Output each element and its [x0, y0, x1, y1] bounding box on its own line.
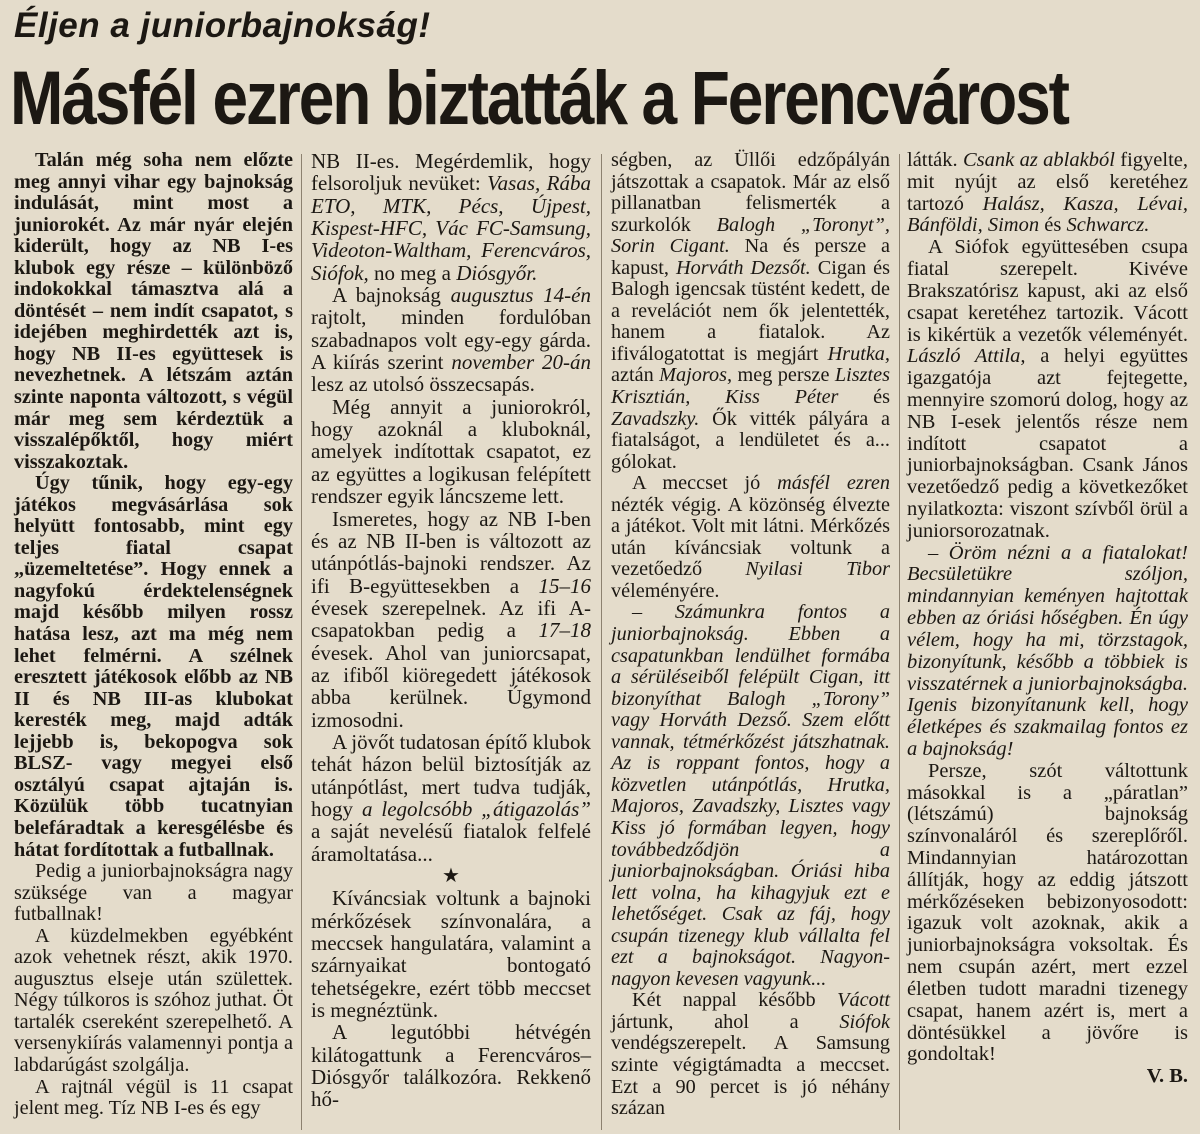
paragraph: [311, 150, 591, 284]
text-run: évesek szerepelnek. Az ifi A-csapatokban pedig a: [311, 595, 591, 643]
paragraph: Pedig a juniorbajnokságra nagy szüksége van a magyar futballnak!: [14, 860, 293, 926]
paragraph: Talán még soha nem előzte meg annyi vihar egy bajnokság indulását, mint most a juniorokét. Az már nyár elején kiderült, hogy az NB I-es klubok egy része – különböző indokokkal támasztva alá a döntését – nem indít csapatot, s idejében meghirdették azt is, hogy NB II-es együttesek is nevezhetnek. A létszám aztán szinte naponta változott, s végül már meg sem kérdeztük a visszalépőktől, hogy miért visszakoztak.: [14, 149, 293, 473]
emphasis: Csank az ablakból: [963, 149, 1115, 171]
text-run: lesz az utolsó összecsapás.: [311, 372, 535, 397]
player-name: Schwarcz.: [1066, 214, 1150, 237]
player-name: Hrutka,: [827, 342, 890, 365]
text-run: A meccset jó: [632, 472, 778, 495]
paragraph: [907, 150, 1188, 237]
player-name: Lisztes Krisztián, Kiss Péter: [611, 364, 891, 409]
kicker: Éljen a juniorbajnokság!: [14, 6, 431, 45]
age-range: 17–18: [538, 618, 591, 643]
author-signature: V. B.: [1146, 1065, 1188, 1088]
text-run: meg persze: [732, 364, 835, 387]
star-separator-icon: ★: [442, 865, 460, 887]
text-run: évesek. Ahol van juniorcsapat, az ifiből kiöregedett játékosok abba kerülnek. Úgymond izmosodni.: [311, 640, 591, 732]
column-rule: [899, 154, 900, 1130]
text-run: NB II-es. Megérdemlik, hogy felsoroljuk nevüket:: [311, 149, 591, 196]
article-column-3: [611, 150, 890, 1120]
person-name: László Attila,: [907, 345, 1026, 368]
paragraph: [311, 284, 591, 396]
paragraph: [611, 990, 890, 1119]
player-name: Majoros,: [659, 364, 733, 387]
emphasis: a legolcsóbb „átigazolás”: [361, 796, 591, 821]
text-run: látták.: [907, 149, 963, 171]
text-run: A Siófok együttesében csupa fiatal szerepelt. Kivéve Brakszatórisz kapust, aki az első csapat keretéhez tartozik. Vácott is kikértük a vezetők véleményét.: [907, 236, 1188, 346]
text-run: véleményére.: [611, 579, 720, 602]
age-range: 15–16: [538, 573, 591, 598]
headline: Másfél ezren biztatták a Ferencvárost: [10, 56, 1068, 141]
paragraph: Persze, szót váltottunk másokkal is a „páratlan” (létszámú) bajnokság színvonaláról és szereplőről. Mindannyian határozottan állítják, hogy az eddig játszott mérkőzéseken bebizonyosodott: igazuk volt azoknak, akik a juniorbajnokságra voksoltak. És nem csupán azért, mert ezzel életben tudott maradni tizenegy csapat, hanem azért is, mert a döntésükkel a jövőre is gondoltak!: [907, 759, 1188, 1066]
paragraph: [311, 508, 591, 731]
club-list: Vasas, Rába ETO, MTK, Pécs, Újpest, Kispest-HFC, Vác FC-Samsung, Videoton-Waltham, Ferencváros, Siófok,: [311, 171, 591, 285]
paragraph: Úgy tűnik, hogy egy-egy játékos megvásárlása sok helyütt fontosabb, mint egy teljes fiatal csapat „üzemeltetése”. Hogy ennek a nagyfokú érdektelenségnek majd később milyen rossz hatása lesz, azt ma még nem lehet felmérni. A szélnek eresztett játékosok előbb az NB II és NB III-as klubokat keresték meg, majd adták lejjebb is, bekopogva sok BLSZ- vagy megyei első osztályú csapat ajtaján is. Közülük több tucatnyian belefáradtak a keresgélésbe és hátat fordítottak a futballnak.: [14, 472, 293, 861]
text-run: figyelte, mit nyújt az első keretéhez tartozó: [907, 149, 1188, 215]
paragraph: A küzdelmekben egyébként azok vehetnek részt, akik 1970. augusztus elseje után születtek. Négy túlkoros is szóhoz juthat. Öt tartalék csereként szerepelhető. A versenykiírás valamennyi pontja a labdarúgást szolgálja.: [14, 924, 293, 1076]
text-run: a saját nevelésű fiatalok felfelé áramoltatása...: [311, 819, 591, 866]
text-run: nézték végig. A közönség élvezte a játékot. Volt mit látni. Mérkőzés után kíváncsiak voltunk a vezetőedző: [611, 493, 890, 581]
emphasis: másfél ezren: [777, 472, 891, 495]
text-run: jártunk, ahol a: [611, 1010, 840, 1033]
text-run: aztán: [611, 364, 660, 387]
article-column-4: [907, 150, 1188, 1088]
text-run: Cigan és Balogh igencsak tüstént kedett, de a revelációt nem ők jelentették, hanem a fiatalok. Az ifiválogatottat is megjárt: [611, 256, 890, 365]
text-run: ségben, az Üllői edzőpályán játszottak a csapatok. Már az első pillanatban felismerték a szurkolók: [611, 149, 890, 236]
text-run: Ők vitték pályára a fiatalságot, a lendületet és a... gólokat.: [611, 407, 890, 473]
text-run: A bajnokság: [332, 283, 451, 308]
column-rule: [301, 154, 302, 1130]
text-run: Két nappal később: [632, 989, 838, 1012]
club-name: Diósgyőr.: [456, 260, 538, 285]
quote-paragraph: – Számunkra fontos a juniorbajnokság. Ebben a csapatunkban lendülhet formába a sérüléseiből felépült Cigan, itt bizonyíthat Balogh „Torony” vagy Horváth Dezső. Szem előtt vannak, tétmérkőzést játszhatnak. Az is roppant fontos, hogy a közvetlen utánpótlás, Hrutka, Majoros, Zavadszky, Lisztes vagy Kiss jó formában legyen, hogy továbbedződjön a juniorbajnokságban. Óriási hiba lett volna, ha kihagyjuk ezt e lehetőséget. Csak az fáj, hogy csupán tizenegy klub vállalta fel ezt a bajnokságot. Nagyon-nagyon kevesen vagyunk...: [611, 601, 890, 990]
paragraph: A rajtnál végül is 11 csapat jelent meg. Tíz NB I-es és egy: [14, 1075, 293, 1120]
text-run: no meg a: [368, 260, 457, 285]
player-name: Balogh „Toronyt”, Sorin Cigant.: [611, 213, 890, 258]
paragraph: A legutóbbi hétvégén kilátogattunk a Ferencváros–Diósgyőr találkozóra. Rekkenő hő-: [311, 1020, 591, 1112]
article-column-2: [311, 150, 591, 1111]
date: augusztus 14-én: [450, 283, 591, 308]
text-run: vendégszerepelt. A Samsung szinte végigtámadta a meccset. Ezt a 90 percet is jó néhány százan: [611, 1032, 890, 1120]
text-run: és: [1039, 214, 1067, 237]
paragraph: [311, 731, 591, 865]
date: november 20-án: [451, 350, 591, 375]
text-run: és: [838, 386, 890, 409]
quote-paragraph: – Öröm nézni a a fiatalokat! Becsületükre szóljon, mindannyian keményen hajtottak ebben az óriási hőségben. Én úgy vélem, hogy ha mi, törzstagok, bizonyítunk, később a többiek is visszatérnek a juniorbajnokságba. Igenis bizonyítanunk kell, hogy életképes és szakmailag fontos ez a bajnokság!: [907, 541, 1188, 760]
text-run: a helyi együttes igazgatója azt fejtegette, mennyire szomorú dolog, hogy az NB I-esek jelentős része nem indított csapatot a juniorbajnokságban. Csank János vezetőedző pedig a következőket nyilatkozta: viszont szívből örül a juniorsorozatnak.: [907, 345, 1188, 542]
paragraph: [907, 237, 1188, 542]
place-name: Vácott: [837, 989, 890, 1012]
text-run: Na és persze a kapust,: [611, 235, 890, 279]
player-names: Halász, Kasza, Lévai, Bánföldi, Simon: [907, 192, 1188, 237]
club-name: Siófok: [839, 1010, 890, 1033]
paragraph: [611, 150, 890, 473]
paragraph: [611, 473, 890, 602]
text-run: A jövőt tudatosan építő klubok tehát házon belül biztosítják az utánpótlást, mert tudva tudják, hogy: [311, 729, 591, 821]
player-name: Horváth Dezsőt.: [675, 256, 811, 279]
text-run: Ismeretes, hogy az NB I-ben és az NB II-ben is változott az utánpótlás-bajnoki rendszer. Az ifi B-együttesekben a: [311, 506, 591, 598]
paragraph: Kíváncsiak voltunk a bajnoki mérkőzések színvonalára, a meccsek hangulatára, valamint a szárnyaikat bontogató tehetségekre, ezért több meccset is megnéztünk.: [311, 886, 591, 1023]
player-name: Zavadszky.: [611, 407, 700, 430]
text-run: rajtolt, minden fordulóban szabadnapos volt egy-egy gárda. A kiírás szerint: [311, 305, 591, 375]
column-rule: [601, 154, 602, 1130]
coach-name: Nyilasi Tibor: [745, 558, 890, 581]
paragraph: Még annyit a juniorokról, hogy azoknál a kluboknál, amelyek indítottak csapatot, ez az együttes a logikusan felépített rendszer egyik láncszeme lett.: [311, 394, 591, 509]
article-column-1: [14, 150, 293, 1120]
